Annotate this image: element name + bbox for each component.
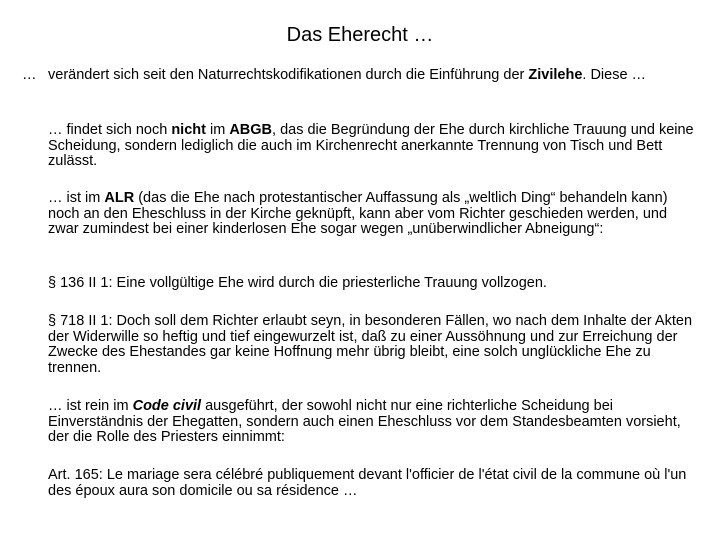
code-civil-pre: … ist rein im bbox=[48, 398, 133, 414]
alr-paragraph bbox=[48, 191, 698, 238]
alr-post: (das die Ehe nach protestantischer Auffassung als „weltlich Ding“ behandeln kann) noch an den Eheschluss in der Kirche geknüpft, kann aber vom Richter geschieden werden, und zwar zumindest bei einer kinderlosen Ehe sogar wegen „unüberwindlicher Abneigung“: bbox=[48, 190, 668, 237]
code-civil-paragraph bbox=[48, 399, 698, 446]
abgb-bold-nicht: nicht bbox=[171, 122, 206, 138]
section-136-quote: § 136 II 1: Eine vollgültige Ehe wird durch die priesterliche Trauung vollzogen. bbox=[48, 275, 547, 291]
alr-pre: … ist im bbox=[48, 190, 105, 206]
lead-text-pre: verändert sich seit den Naturrechtskodifikationen durch die Einführung der bbox=[48, 67, 529, 83]
code-civil-post: ausgeführt, der sowohl nicht nur eine richterliche Scheidung bei Einverständnis der Ehegatten, sondern auch einen Eheschluss vor dem Standesbeamten vorsieht, der die Rolle des Priesters einnimmt: bbox=[48, 398, 681, 445]
abgb-post: , das die Begründung der Ehe durch kirchliche Trauung und keine Scheidung, sondern lediglich die auch im Kirchenrecht anerkannte Trennung von Tisch und Bett zulässt. bbox=[48, 122, 694, 169]
alr-bold: ALR bbox=[104, 190, 135, 206]
code-civil-bold: Code civil bbox=[132, 398, 202, 414]
section-718-quote: § 718 II 1: Doch soll dem Richter erlaubt seyn, in besonderen Fällen, wo nach dem Inhalte der Akten der Widerwille so heftig und tief eingewurzelt ist, daß zu einer Aussöhnung und zur Erreichung der Zwecke des Ehestandes gar keine Hoffnung mehr übrig bleibt, eine solch unglückliche Ehe zu trennen. bbox=[48, 313, 693, 376]
abgb-bold-abgb: ABGB bbox=[229, 122, 273, 138]
lead-paragraph bbox=[22, 68, 702, 84]
ellipsis-marker: … bbox=[22, 67, 37, 83]
lead-text bbox=[48, 68, 702, 84]
article-165-quote: Art. 165: Le mariage sera célébré publiquement devant l'officier de l'état civil de la commune où l'un des époux aura son domicile ou sa résidence … bbox=[48, 467, 687, 499]
lead-text-bold: Zivilehe bbox=[528, 67, 583, 83]
abgb-mid: im bbox=[205, 122, 230, 138]
abgb-pre: … findet sich noch bbox=[48, 122, 172, 138]
page-title: Das Eherecht … bbox=[286, 24, 434, 46]
abgb-paragraph bbox=[48, 123, 698, 170]
lead-text-post: . Diese … bbox=[582, 67, 647, 83]
